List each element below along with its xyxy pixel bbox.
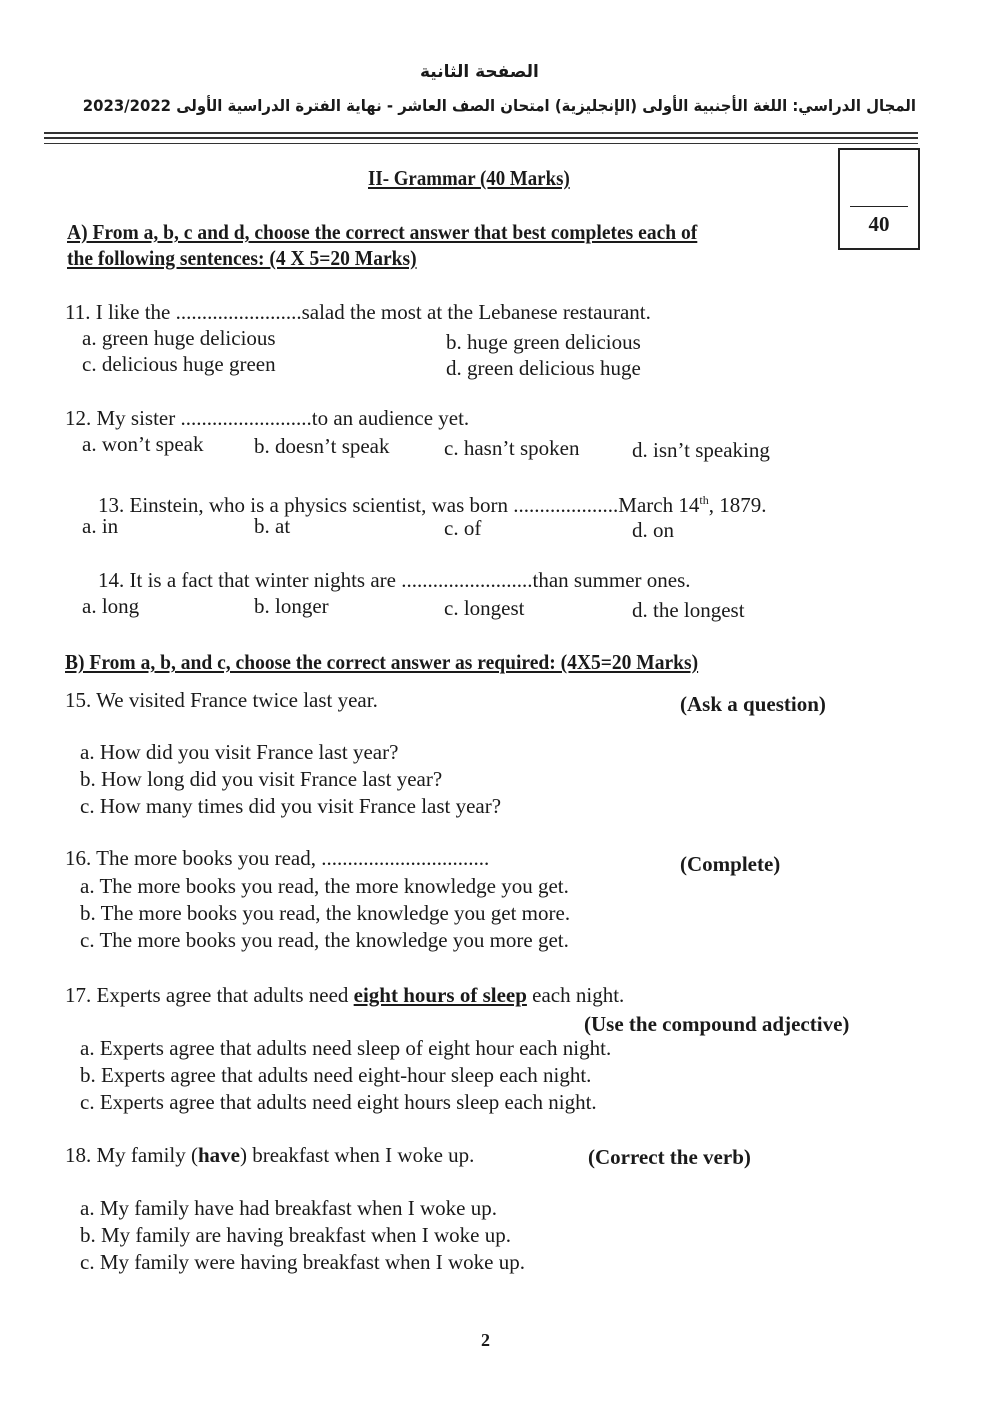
option-d: d. on [632,518,674,542]
question-18-stem-end: ) breakfast when I woke up. [239,1143,475,1167]
verb: have [197,1143,240,1167]
option-b: b. longer [254,594,329,618]
header-divider [44,137,918,139]
question-17-stem-end: each night. [526,983,625,1007]
option-a: a. long [82,594,140,618]
option-c: c. Experts agree that adults need eight hours sleep each night. [80,1090,597,1114]
question-18 [65,1143,474,1167]
question-18-instruction: (Correct the verb) [588,1145,751,1169]
option-b: b. Experts agree that adults need eight-hour sleep each night. [80,1063,592,1087]
question-13 [98,488,766,517]
section-title: II- Grammar (40 Marks) [368,166,570,190]
question-13-stem-end: , 1879. [708,493,767,517]
question-11: 11. I like the ........................salad the most at the Lebanese restaurant. [65,300,651,324]
part-a-instructions: the following sentences: (4 X 5=20 Marks) [67,246,417,270]
option-c: c. hasn’t spoken [444,436,580,460]
question-13-stem: 13. Einstein, who is a physics scientist, was born ....................March 14 [98,493,700,517]
question-16: 16. The more books you read, ................................ [65,846,490,870]
page-label-arabic: الصفحة الثانية [420,62,539,82]
part-a-instructions: A) From a, b, c and d, choose the correct answer that best completes each of [67,220,698,244]
question-16-instruction: (Complete) [680,852,781,876]
header-divider [44,132,918,134]
question-15-instruction: (Ask a question) [680,692,826,716]
option-b: b. huge green delicious [446,330,641,354]
option-a: a. in [82,514,119,538]
superscript: th [699,493,709,507]
question-15: 15. We visited France twice last year. [65,688,378,712]
question-12: 12. My sister .........................to an audience yet. [65,406,470,430]
option-a: a. The more books you read, the more knowledge you get. [80,874,569,898]
option-a: a. Experts agree that adults need sleep of eight hour each night. [80,1036,612,1060]
score-total: 40 [868,212,890,236]
option-c: c. My family were having breakfast when I woke up. [80,1250,525,1274]
option-d: d. isn’t speaking [632,438,770,462]
question-17-instruction: (Use the compound adjective) [584,1012,850,1036]
option-a: a. green huge delicious [82,326,276,350]
option-b: b. The more books you read, the knowledge you get more. [80,901,571,925]
option-c: c. of [444,516,482,540]
subject-line-arabic: المجال الدراسي: اللغة الأجنبية الأولى (الإنجليزية) امتحان الصف العاشر - نهاية الفترة الدراسية الأولى 2023/2022 [82,96,917,115]
question-18-stem: 18. My family ( [65,1143,198,1167]
option-b: b. at [254,514,291,538]
question-14: 14. It is a fact that winter nights are .........................than summer ones. [98,568,691,592]
option-a: a. won’t speak [82,432,204,456]
part-b-instructions: B) From a, b, and c, choose the correct answer as required: (4X5=20 Marks) [65,650,699,674]
underlined-phrase: eight hours of sleep [353,983,527,1007]
option-b: b. My family are having breakfast when I woke up. [80,1223,511,1247]
option-d: d. green delicious huge [446,356,641,380]
option-c: c. delicious huge green [82,352,276,376]
option-a: a. My family have had breakfast when I woke up. [80,1196,497,1220]
question-17-stem: 17. Experts agree that adults need [65,983,354,1007]
option-c: c. longest [444,596,525,620]
page-number: 2 [481,1330,490,1350]
option-b: b. doesn’t speak [254,434,390,458]
option-a: a. How did you visit France last year? [80,740,399,764]
option-c: c. The more books you read, the knowledge you more get. [80,928,569,952]
option-b: b. How long did you visit France last year? [80,767,443,791]
score-box [838,148,920,250]
header-divider [44,143,918,144]
option-d: d. the longest [632,598,745,622]
question-17 [65,983,624,1007]
option-c: c. How many times did you visit France last year? [80,794,502,818]
